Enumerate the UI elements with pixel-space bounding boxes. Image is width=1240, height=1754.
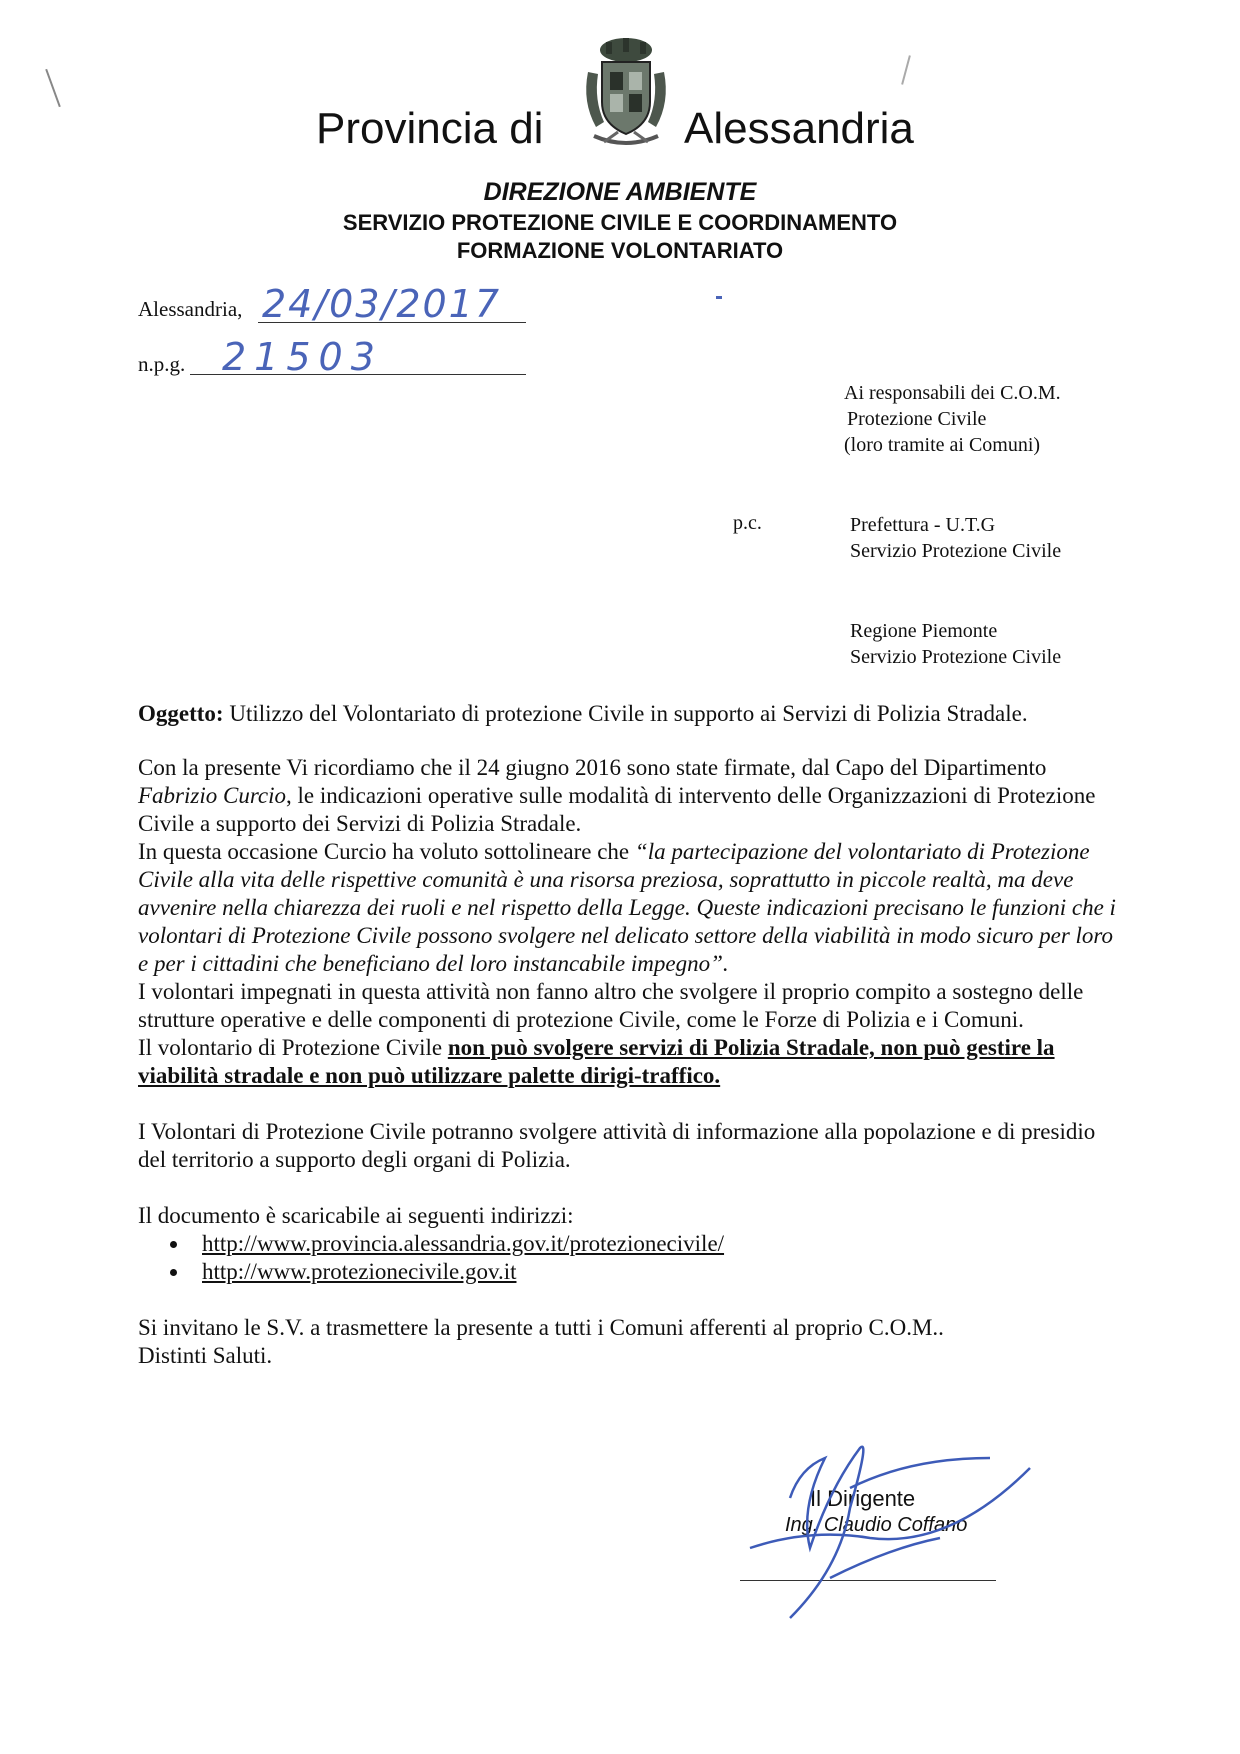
date-handwritten: 24/03/2017 (262, 282, 502, 326)
paragraph (138, 838, 1128, 978)
emphasis-text: non può svolgere servizi di Polizia Stradale, non può gestire la viabilità stradale e non può utilizzare palette dirigi-traffico. (138, 1035, 1055, 1088)
subject-text: Utilizzo del Volontariato di protezione Civile in supporto ai Servizi di Polizia Stradale. (229, 701, 1028, 726)
scan-mark (901, 55, 911, 84)
place-label: Alessandria, (138, 297, 243, 321)
recipient-line: Protezione Civile (847, 408, 987, 430)
recipient-line: Prefettura - U.T.G (850, 514, 996, 536)
npg-handwritten: 21503 (222, 335, 383, 379)
recipient-line: Regione Piemonte (850, 620, 998, 642)
header-title-right: Alessandria (684, 104, 914, 153)
handwritten-signature (730, 1428, 1050, 1628)
signature-name: Ing. Claudio Coffano (785, 1514, 968, 1536)
recipient-line: Servizio Protezione Civile (850, 646, 1062, 668)
link-list (138, 1230, 1128, 1286)
recipient-line: (loro tramite ai Comuni) (844, 434, 1041, 456)
direction-heading: DIREZIONE AMBIENTE (483, 178, 757, 206)
paragraph (138, 1034, 1128, 1090)
service-heading-line1: SERVIZIO PROTEZIONE CIVILE E COORDINAMENTO (342, 210, 898, 235)
list-item (190, 1258, 1128, 1286)
paragraph: I Volontari di Protezione Civile potranno svolgere attività di informazione alla popolazione e di presidio del territorio a supporto degli organi di Polizia. (138, 1119, 1096, 1172)
date-underline (258, 322, 526, 323)
paragraph (138, 754, 1128, 838)
paragraph: Si invitano le S.V. a trasmettere la presente a tutti i Comuni afferenti al proprio C.O.M.. (138, 1315, 944, 1340)
person-name: Fabrizio Curcio (138, 783, 287, 808)
recipients-cc2 (850, 618, 1061, 670)
recipients-cc1 (850, 512, 1061, 564)
letter-body (138, 754, 1128, 1370)
subject-label: Oggetto: (138, 701, 224, 726)
paragraph-text: Con la presente Vi ricordiamo che il 24 giugno 2016 sono state firmate, dal Capo del Dipartimento (138, 755, 1047, 780)
closing: Distinti Saluti. (138, 1343, 273, 1368)
paragraph: I volontari impegnati in questa attività non fanno altro che svolgere il proprio compito a sostegno delle strutture operative e delle componenti di protezione Civile, come le Forze di Polizia e i Comuni. (138, 979, 1084, 1032)
link-protezionecivile[interactable]: http://www.protezionecivile.gov.it (202, 1259, 517, 1284)
header-title-left: Provincia di (316, 104, 544, 153)
paragraph-text: Il volontario di Protezione Civile (138, 1035, 448, 1060)
paragraph: Il documento è scaricabile ai seguenti indirizzi: (138, 1203, 574, 1228)
list-item (190, 1230, 1128, 1258)
paragraph-text: In questa occasione Curcio ha voluto sottolineare che (138, 839, 635, 864)
service-heading-line2: FORMAZIONE VOLONTARIATO (456, 238, 784, 263)
pc-label: p.c. (733, 512, 762, 534)
recipient-line: Servizio Protezione Civile (850, 540, 1062, 562)
quote-text: “la partecipazione del volontariato di Protezione Civile alla vita delle rispettive comunità è una risorsa preziosa, soprattutto in piccole realtà, ma deve avvenire nella chiarezza dei ruoli e nel rispetto della Legge. Queste indicazioni precisano le funzioni che i volontari di Protezione Civile possono svolgere nel delicato settore della viabilità in modo sicuro per loro e per i cittadini che beneficiano del loro instancabile impegno”. (138, 839, 1116, 976)
npg-label: n.p.g. (138, 352, 186, 376)
subject-line (138, 700, 1128, 728)
paragraph-text: , le indicazioni operative sulle modalità di intervento delle Organizzazioni di Protezione Civile a supporto dei Servizi di Polizia Stradale. (138, 783, 1096, 836)
scan-mark (45, 69, 61, 107)
coat-of-arms-icon (578, 32, 674, 152)
recipients-main (844, 380, 1061, 458)
link-provincia[interactable]: http://www.provincia.alessandria.gov.it/protezionecivile/ (202, 1231, 725, 1256)
npg-underline (190, 374, 526, 375)
recipient-line: Ai responsabili dei C.O.M. (844, 382, 1061, 404)
signature-role: Il Dirigente (810, 1486, 916, 1511)
ink-dot (716, 296, 722, 299)
